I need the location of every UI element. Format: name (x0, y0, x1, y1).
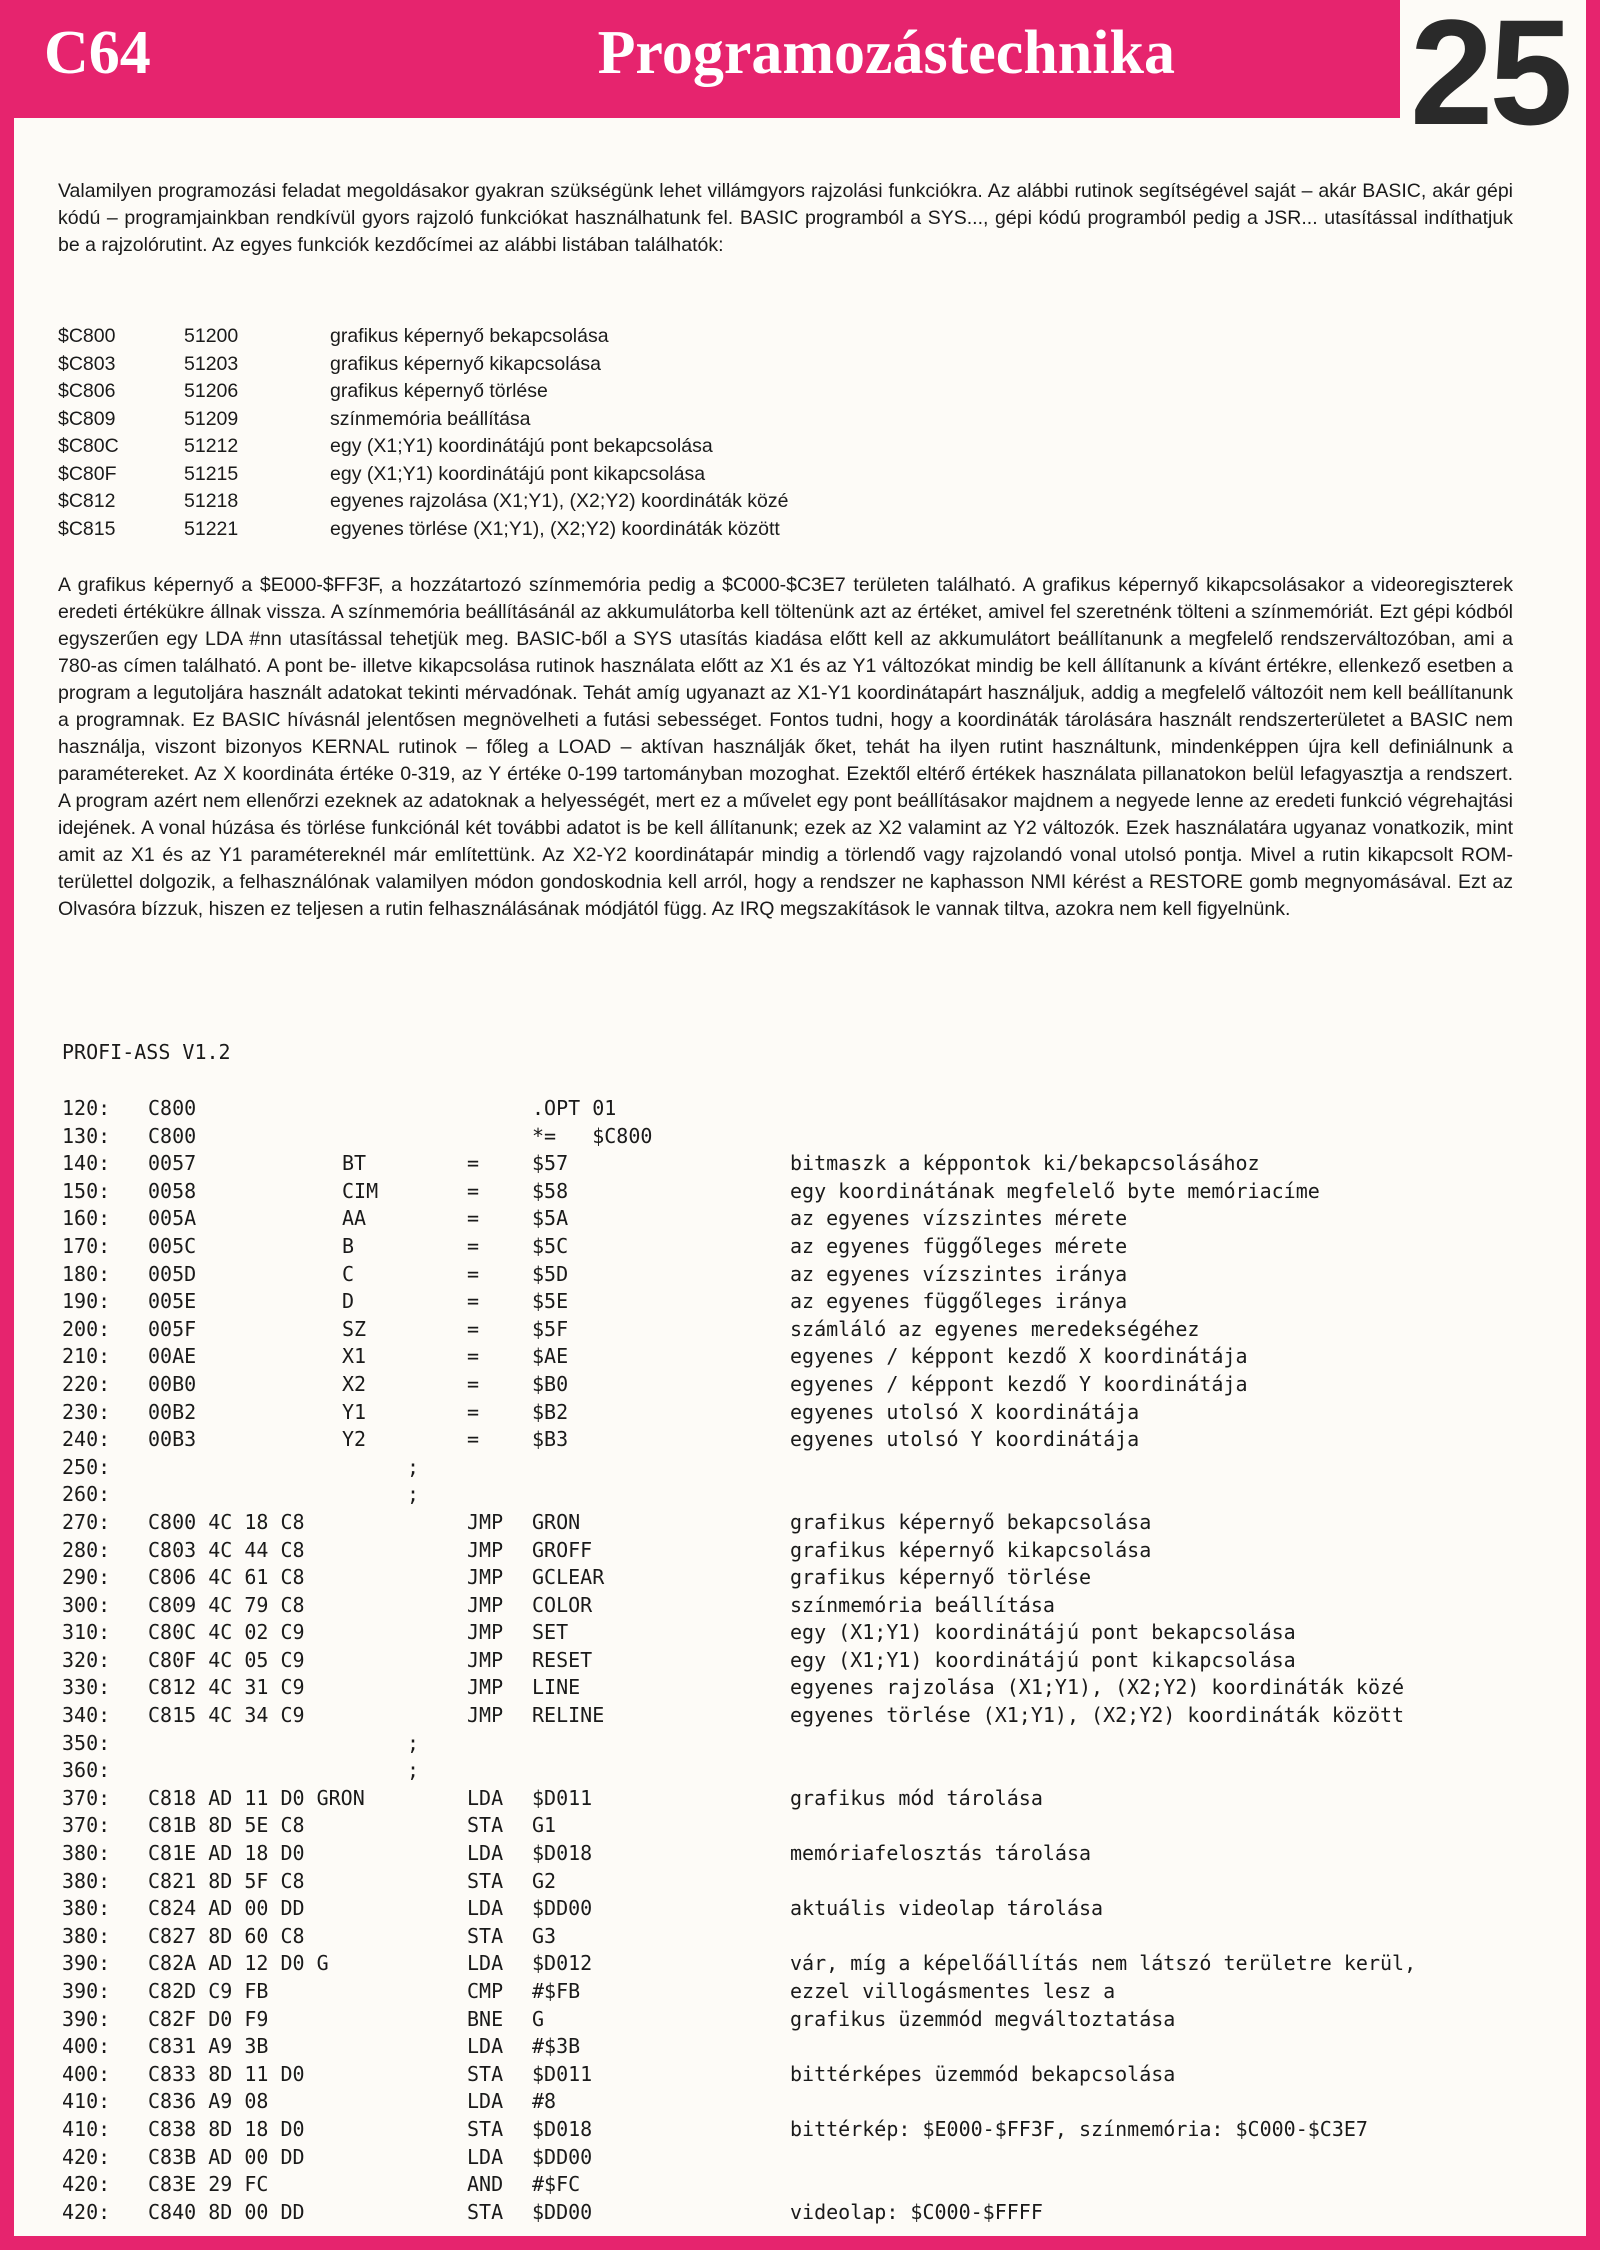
address-bytes: C827 8D 60 C8 (148, 1923, 305, 1948)
operand: $5A (532, 1206, 569, 1231)
address-bytes: 0057 (148, 1151, 197, 1176)
opcode: = (467, 1399, 480, 1424)
operand: .OPT 01 (532, 1096, 617, 1120)
address-dec: 51209 (184, 407, 239, 430)
comment: grafikus mód tárolása (790, 1785, 1043, 1810)
operand: G3 (532, 1923, 557, 1948)
label: BT (342, 1151, 367, 1176)
address-dec: 51212 (184, 435, 239, 457)
line-number: 390: (62, 2006, 111, 2031)
address-hex: $C815 (58, 517, 116, 540)
opcode: JMP (467, 1592, 504, 1617)
opcode: AND (467, 2172, 504, 2197)
comment: aktuális videolap tárolása (790, 1896, 1104, 1921)
address-bytes: 005F (148, 1316, 197, 1341)
opcode: JMP (467, 1620, 504, 1645)
address-bytes: C812 4C 31 C9 (148, 1675, 305, 1700)
label: X2 (342, 1371, 367, 1396)
address-bytes: C82D C9 FB (148, 1979, 269, 2003)
line-number: 420: (62, 2199, 111, 2224)
opcode: LDA (467, 1841, 504, 1866)
line-number: 130: (62, 1123, 111, 1148)
address-bytes: C806 4C 61 C8 (148, 1565, 305, 1590)
operand: $AE (532, 1344, 569, 1369)
address-bytes: C803 4C 44 C8 (148, 1537, 305, 1562)
address-bytes: 0058 (148, 1178, 197, 1203)
operand: $D011 (532, 1785, 593, 1810)
line-number: 370: (62, 1813, 111, 1838)
opcode: STA (467, 2199, 504, 2224)
line-number: 120: (62, 1096, 111, 1120)
comment: egyenes / képpont kezdő X koordinátája (790, 1344, 1248, 1369)
opcode: LDA (467, 2089, 504, 2114)
line-number: 390: (62, 1951, 111, 1976)
line-number: 380: (62, 1868, 111, 1893)
operand: G2 (532, 1868, 557, 1893)
address-dec: 51200 (184, 325, 239, 347)
address-hex: $C803 (58, 352, 116, 375)
operand: $B3 (532, 1427, 569, 1452)
address-bytes: C80C 4C 02 C9 (148, 1620, 305, 1645)
operand: RESET (532, 1647, 593, 1672)
opcode: JMP (467, 1703, 504, 1728)
address-dec: 51221 (184, 517, 239, 540)
line-number: 270: (62, 1509, 111, 1534)
operand: $5F (532, 1316, 569, 1341)
address-desc: egyenes rajzolása (X1;Y1), (X2;Y2) koordináták közé (330, 490, 789, 512)
operand: LINE (532, 1675, 581, 1700)
line-number: 360: (62, 1758, 111, 1783)
address-desc: grafikus képernyő törlése (330, 380, 548, 402)
line-number: 190: (62, 1289, 111, 1314)
operand: $B0 (532, 1371, 569, 1396)
label: B (342, 1233, 355, 1258)
comment: egy (X1;Y1) koordinátájú pont kikapcsolása (790, 1647, 1296, 1672)
operand: $DD00 (532, 2199, 593, 2224)
line-number: 140: (62, 1151, 111, 1176)
comment: grafikus képernyő kikapcsolása (790, 1537, 1152, 1562)
address-bytes: 005D (148, 1261, 197, 1286)
opcode: = (467, 1316, 480, 1341)
address-desc: grafikus képernyő kikapcsolása (330, 352, 601, 375)
operand: $57 (532, 1151, 569, 1176)
address-bytes: C821 8D 5F C8 (148, 1868, 305, 1893)
line-number: 350: (62, 1730, 111, 1755)
operand: $B2 (532, 1399, 569, 1424)
line-number: 320: (62, 1647, 111, 1672)
opcode: = (467, 1233, 480, 1258)
opcode: JMP (467, 1647, 504, 1672)
line-number: 410: (62, 2089, 111, 2114)
address-hex: $C80C (58, 435, 119, 457)
address-hex: $C800 (58, 325, 116, 347)
opcode: LDA (467, 2034, 504, 2059)
comment: grafikus üzemmód megváltoztatása (790, 2006, 1176, 2031)
comment-marker: ; (407, 1730, 420, 1755)
line-number: 400: (62, 2034, 111, 2059)
address-dec: 51206 (184, 380, 239, 402)
label: CIM (342, 1178, 379, 1203)
line-number: 380: (62, 1896, 111, 1921)
line-number: 400: (62, 2061, 111, 2086)
address-bytes: 00AE (148, 1344, 197, 1369)
comment: az egyenes vízszintes mérete (790, 1206, 1128, 1231)
program-title: PROFI-ASS V1.2 (62, 1040, 231, 1064)
line-number: 160: (62, 1206, 111, 1231)
opcode: JMP (467, 1565, 504, 1590)
line-number: 330: (62, 1675, 111, 1700)
line-number: 380: (62, 1923, 111, 1948)
label: Y2 (342, 1427, 367, 1452)
operand: #$FC (532, 2172, 581, 2197)
address-bytes: 005E (148, 1289, 197, 1314)
operand: $D018 (532, 2116, 593, 2141)
comment: színmemória beállítása (790, 1592, 1055, 1617)
comment: egyenes / képpont kezdő Y koordinátája (790, 1371, 1248, 1396)
opcode: = (467, 1261, 480, 1286)
address-bytes: C815 4C 34 C9 (148, 1703, 305, 1728)
address-bytes: 005A (148, 1206, 197, 1231)
address-hex: $C80F (58, 462, 117, 485)
address-bytes: C818 AD 11 D0 GRON (148, 1785, 365, 1810)
address-bytes: 00B3 (148, 1427, 197, 1452)
operand: SET (532, 1620, 569, 1645)
operand: #8 (532, 2089, 557, 2114)
line-number: 410: (62, 2116, 111, 2141)
opcode: LDA (467, 2144, 504, 2169)
operand: $D018 (532, 1841, 593, 1866)
address-bytes: C833 8D 11 D0 (148, 2061, 305, 2086)
address-bytes: C800 (148, 1123, 197, 1148)
operand: $D011 (532, 2061, 593, 2086)
opcode: STA (467, 1868, 504, 1893)
opcode: LDA (467, 1951, 504, 1976)
operand: GRON (532, 1509, 581, 1534)
comment: bitmaszk a képpontok ki/bekapcsolásához (790, 1151, 1260, 1176)
opcode: LDA (467, 1896, 504, 1921)
address-bytes: C83B AD 00 DD (148, 2144, 305, 2169)
header-c64: C64 (44, 19, 151, 87)
address-dec: 51218 (184, 490, 239, 512)
opcode: = (467, 1427, 480, 1452)
label: D (342, 1289, 355, 1314)
line-number: 340: (62, 1703, 111, 1728)
operand: #$3B (532, 2034, 581, 2059)
operand: *= $C800 (532, 1123, 653, 1148)
opcode: = (467, 1289, 480, 1314)
comment: memóriafelosztás tárolása (790, 1841, 1092, 1866)
line-number: 230: (62, 1399, 111, 1424)
operand: $5C (532, 1233, 569, 1258)
comment: egyenes törlése (X1;Y1), (X2;Y2) koordináták között (790, 1703, 1405, 1728)
label: SZ (342, 1316, 367, 1341)
line-number: 390: (62, 1979, 111, 2003)
label: C (342, 1261, 355, 1286)
comment: grafikus képernyő törlése (790, 1565, 1092, 1590)
address-bytes: 00B0 (148, 1371, 197, 1396)
opcode: = (467, 1151, 480, 1176)
address-desc: egyenes törlése (X1;Y1), (X2;Y2) koordináták között (330, 517, 780, 540)
address-bytes: C838 8D 18 D0 (148, 2116, 305, 2141)
operand: RELINE (532, 1703, 605, 1728)
opcode: STA (467, 1923, 504, 1948)
comment: egy (X1;Y1) koordinátájú pont bekapcsolása (790, 1620, 1296, 1645)
body-paragraph: A grafikus képernyő a $E000-$FF3F, a hozzátartozó színmemória pedig a $C000-$C3E7 területen található. A grafikus képernyő kikapcsolásakor a videoregiszterek eredeti értékükre állnak vissza. A színmemória beállításánál az akkumulátorba kell töltenünk azt az értéket, amivel fel szeretnénk tölteni a színmemóriát. Ezt gépi kódból egyszerűen egy LDA #nn utasítással tehetjük meg. BASIC-ből a SYS utasítás kiadása előtt kell az akkumulátort beállítanunk a megfelelő rendszerváltozóban, ami a 780-as címen található. A pont be- illetve kikapcsolása rutinok használata előtt az X1 és az Y1 változókat mindig be kell állítanunk a kívánt értékre, ellenkező esetben a program a legutoljára használt adatokat tekinti mérvadónak. Tehát amíg ugyanazt az X1-Y1 koordinátapárt használjuk, addig a megfelelő változóit nem kell beállítanunk a programnak. Ez BASIC hívásnál jelentősen megnövelheti a futási sebességet. Fontos tudni, hogy a koordináták tárolására használt rendszerterületet a BASIC nem használja, viszont bizonyos KERNAL rutinok – főleg a LOAD – aktívan használják őket, tehát ha ilyen rutint használtunk, mindenképpen újra kell definiálnunk a paramétereket. Az X koordináta értéke 0-319, az Y értéke 0-199 tartományban mozoghat. Ezektől eltérő értékek használata pillanatokon belül lefagyasztja a rendszert. A program azért nem ellenőrzi ezeknek az adatoknak a helyességét, mert ez a művelet egy pont beállításakor majdnem a negyede lenne az eredeti funkció végrehajtási idejének. A vonal húzása és törlése funkciónál két további adatot is be kell állítanunk; ezek az X2 valamint az Y2 változók. Ezek használatára ugyanaz vonatkozik, mint amit az X1 és az Y1 paramétereknél már említettünk. Az X2-Y2 koordinátapár mindig a törlendő vagy rajzolandó vonal utolsó pontja. Mivel a rutin kikapcsolt ROM-területtel dolgozik, a felhasználónak valamilyen módon gondoskodnia kell arról, hogy a rendszer ne kaphasson NMI kérést a RESTORE gomb megnyomásával. Ezt az Olvasóra bízzuk, hiszen ez teljesen a rutin felhasználásának módjától függ. Az IRQ megszakítások le vannak tiltva, azokra nem kell figyelnünk. (58, 574, 1513, 920)
operand: $DD00 (532, 1896, 593, 1921)
comment: ezzel villogásmentes lesz a (790, 1979, 1116, 2003)
line-number: 220: (62, 1371, 111, 1396)
operand: GCLEAR (532, 1565, 605, 1590)
line-number: 180: (62, 1261, 111, 1286)
operand: $58 (532, 1178, 569, 1203)
line-number: 150: (62, 1178, 111, 1203)
comment-marker: ; (407, 1758, 420, 1783)
intro-paragraph: Valamilyen programozási feladat megoldásakor gyakran szükségünk lehet villámgyors rajzolási funkciókra. Az alábbi rutinok segítségével saját – akár BASIC, akár gépi kódú – programjainkban rendkívül gyors rajzoló funkciókat használhatunk fel. BASIC programból a SYS..., gépi kódú programból pedig a JSR... utasítással indíthatjuk be a rajzolórutint. Az egyes funkciók kezdőcímei az alábbi listában találhatók: (58, 180, 1513, 256)
address-desc: egy (X1;Y1) koordinátájú pont kikapcsolása (330, 462, 706, 485)
address-hex: $C812 (58, 490, 116, 512)
line-number: 380: (62, 1841, 111, 1866)
address-hex: $C806 (58, 380, 116, 402)
address-desc: színmemória beállítása (330, 407, 531, 430)
comment: bittérképes üzemmód bekapcsolása (790, 2061, 1176, 2086)
label: X1 (342, 1344, 367, 1369)
opcode: LDA (467, 1785, 504, 1810)
address-bytes: C82A AD 12 D0 G (148, 1951, 329, 1976)
operand: #$FB (532, 1979, 581, 2003)
address-bytes: C82F D0 F9 (148, 2006, 269, 2031)
label: AA (342, 1206, 367, 1231)
address-desc: grafikus képernyő bekapcsolása (330, 325, 609, 347)
operand: G1 (532, 1813, 557, 1838)
operand: $5D (532, 1261, 569, 1286)
address-bytes: C81B 8D 5E C8 (148, 1813, 305, 1838)
address-bytes: C800 4C 18 C8 (148, 1509, 305, 1534)
line-number: 310: (62, 1620, 111, 1645)
comment: egyenes utolsó X koordinátája (790, 1399, 1140, 1424)
address-bytes: C836 A9 08 (148, 2089, 269, 2114)
opcode: JMP (467, 1509, 504, 1534)
opcode: STA (467, 2116, 504, 2141)
address-bytes: C83E 29 FC (148, 2172, 269, 2197)
line-number: 170: (62, 1233, 111, 1258)
opcode: JMP (467, 1675, 504, 1700)
address-bytes: C81E AD 18 D0 (148, 1841, 305, 1866)
comment: az egyenes vízszintes iránya (790, 1261, 1128, 1286)
opcode: = (467, 1371, 480, 1396)
address-bytes: C831 A9 3B (148, 2034, 269, 2059)
operand: $D012 (532, 1951, 593, 1976)
address-dec: 51203 (184, 352, 239, 375)
operand: $DD00 (532, 2144, 593, 2169)
operand: $5E (532, 1289, 569, 1314)
address-bytes: C800 (148, 1096, 197, 1120)
comment: egyenes rajzolása (X1;Y1), (X2;Y2) koordináták közé (790, 1675, 1405, 1700)
comment: az egyenes függőleges iránya (790, 1289, 1128, 1314)
address-hex: $C809 (58, 407, 116, 430)
line-number: 240: (62, 1427, 111, 1452)
operand: GROFF (532, 1537, 593, 1562)
address-bytes: C80F 4C 05 C9 (148, 1647, 305, 1672)
comment: bittérkép: $E000-$FF3F, színmemória: $C000-$C3E7 (790, 2116, 1368, 2141)
comment: egy koordinátának megfelelő byte memóriacíme (790, 1178, 1320, 1203)
comment: vár, míg a képelőállítás nem látszó területre kerül, (790, 1951, 1417, 1976)
comment-marker: ; (407, 1454, 420, 1479)
line-number: 250: (62, 1454, 111, 1479)
opcode: = (467, 1344, 480, 1369)
opcode: JMP (467, 1537, 504, 1562)
opcode: = (467, 1178, 480, 1203)
opcode: = (467, 1206, 480, 1231)
opcode: CMP (467, 1979, 504, 2003)
line-number: 300: (62, 1592, 111, 1617)
comment: az egyenes függőleges mérete (790, 1233, 1128, 1258)
comment: grafikus képernyő bekapcsolása (790, 1509, 1152, 1534)
address-bytes: C809 4C 79 C8 (148, 1592, 305, 1617)
line-number: 210: (62, 1344, 111, 1369)
operand: COLOR (532, 1592, 593, 1617)
opcode: STA (467, 1813, 504, 1838)
opcode: BNE (467, 2006, 504, 2031)
comment-marker: ; (407, 1482, 420, 1507)
comment: egyenes utolsó Y koordinátája (790, 1427, 1140, 1452)
line-number: 260: (62, 1482, 111, 1507)
line-number: 370: (62, 1785, 111, 1810)
line-number: 280: (62, 1537, 111, 1562)
comment: számláló az egyenes meredekségéhez (790, 1316, 1200, 1341)
address-desc: egy (X1;Y1) koordinátájú pont bekapcsolása (330, 435, 713, 457)
operand: G (532, 2006, 545, 2031)
comment: videolap: $C000-$FFFF (790, 2199, 1043, 2224)
line-number: 290: (62, 1565, 111, 1590)
address-bytes: C824 AD 00 DD (148, 1896, 305, 1921)
line-number: 200: (62, 1316, 111, 1341)
opcode: STA (467, 2061, 504, 2086)
page-number: 25 (1410, 0, 1569, 156)
address-bytes: 005C (148, 1233, 197, 1258)
label: Y1 (342, 1399, 367, 1424)
line-number: 420: (62, 2144, 111, 2169)
header-title: Programozástechnika (597, 19, 1175, 87)
line-number: 420: (62, 2172, 111, 2197)
address-bytes: C840 8D 00 DD (148, 2199, 305, 2224)
address-bytes: 00B2 (148, 1399, 197, 1424)
address-dec: 51215 (184, 462, 239, 485)
